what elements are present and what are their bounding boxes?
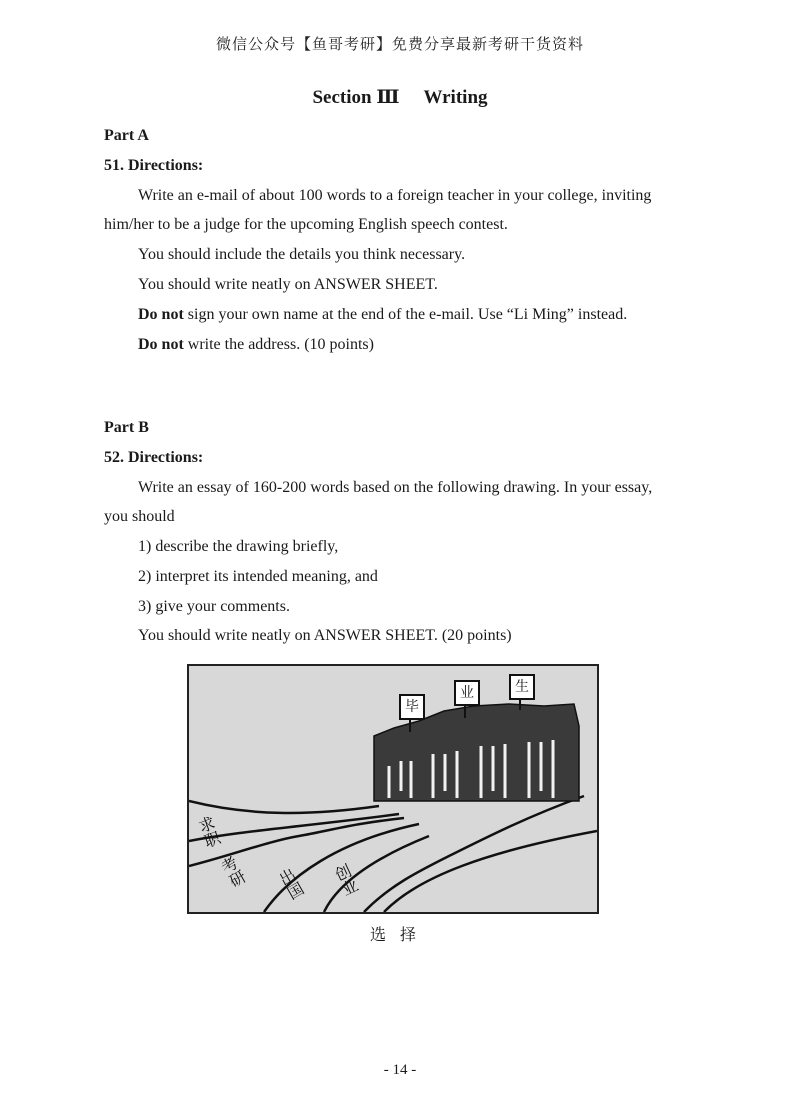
cartoon-drawing [187,664,599,914]
path-label-startup: 创业 [330,861,361,899]
page-header: 微信公众号【鱼哥考研】免费分享最新考研干货资料 [215,35,584,53]
sign-character: 生 [509,674,535,700]
part-b-line: You should write neatly on ANSWER SHEET. (20 points) [138,627,512,644]
note-text: sign your own name at the end of the e-mail. Use “Li Ming” instead. [183,306,628,323]
part-a-note [138,306,627,324]
page-number: - 14 - [383,1062,417,1078]
part-a-line: You should include the details you think necessary. [138,246,466,263]
note-text: write the address. (10 points) [183,336,374,353]
path-label-exam: 考研 [216,853,249,891]
section-label: Section Ⅲ [312,87,400,108]
do-not-emphasis: Do not [138,306,184,323]
sign-character: 毕 [399,694,425,720]
part-a-title: Part A [104,127,149,144]
question-51-heading: 51. Directions: [104,157,204,174]
path-label-job: 求职 [194,813,223,851]
part-b-line: 1) describe the drawing briefly, [138,538,339,555]
part-b-line: you should [104,508,175,525]
do-not-emphasis: Do not [138,336,184,353]
part-b-line: Write an essay of 160-200 words based on the following drawing. In your essay, [138,479,653,496]
part-a-note [138,336,374,354]
figure-caption: 选择 [369,925,430,944]
part-b-line: 2) interpret its intended meaning, and [138,568,378,585]
part-a-line: him/her to be a judge for the upcoming English speech contest. [104,216,508,233]
cartoon-illustration [189,666,597,912]
question-52-heading: 52. Directions: [104,449,204,466]
part-b-title: Part B [104,419,149,436]
part-a-line: Write an e-mail of about 100 words to a foreign teacher in your college, inviting [138,187,652,204]
sign-character: 业 [454,680,480,706]
part-b-line: 3) give your comments. [138,598,290,615]
section-title [0,86,800,109]
path-label-abroad: 出国 [274,865,307,903]
section-name: Writing [423,87,488,108]
part-a-line: You should write neatly on ANSWER SHEET. [138,276,438,293]
